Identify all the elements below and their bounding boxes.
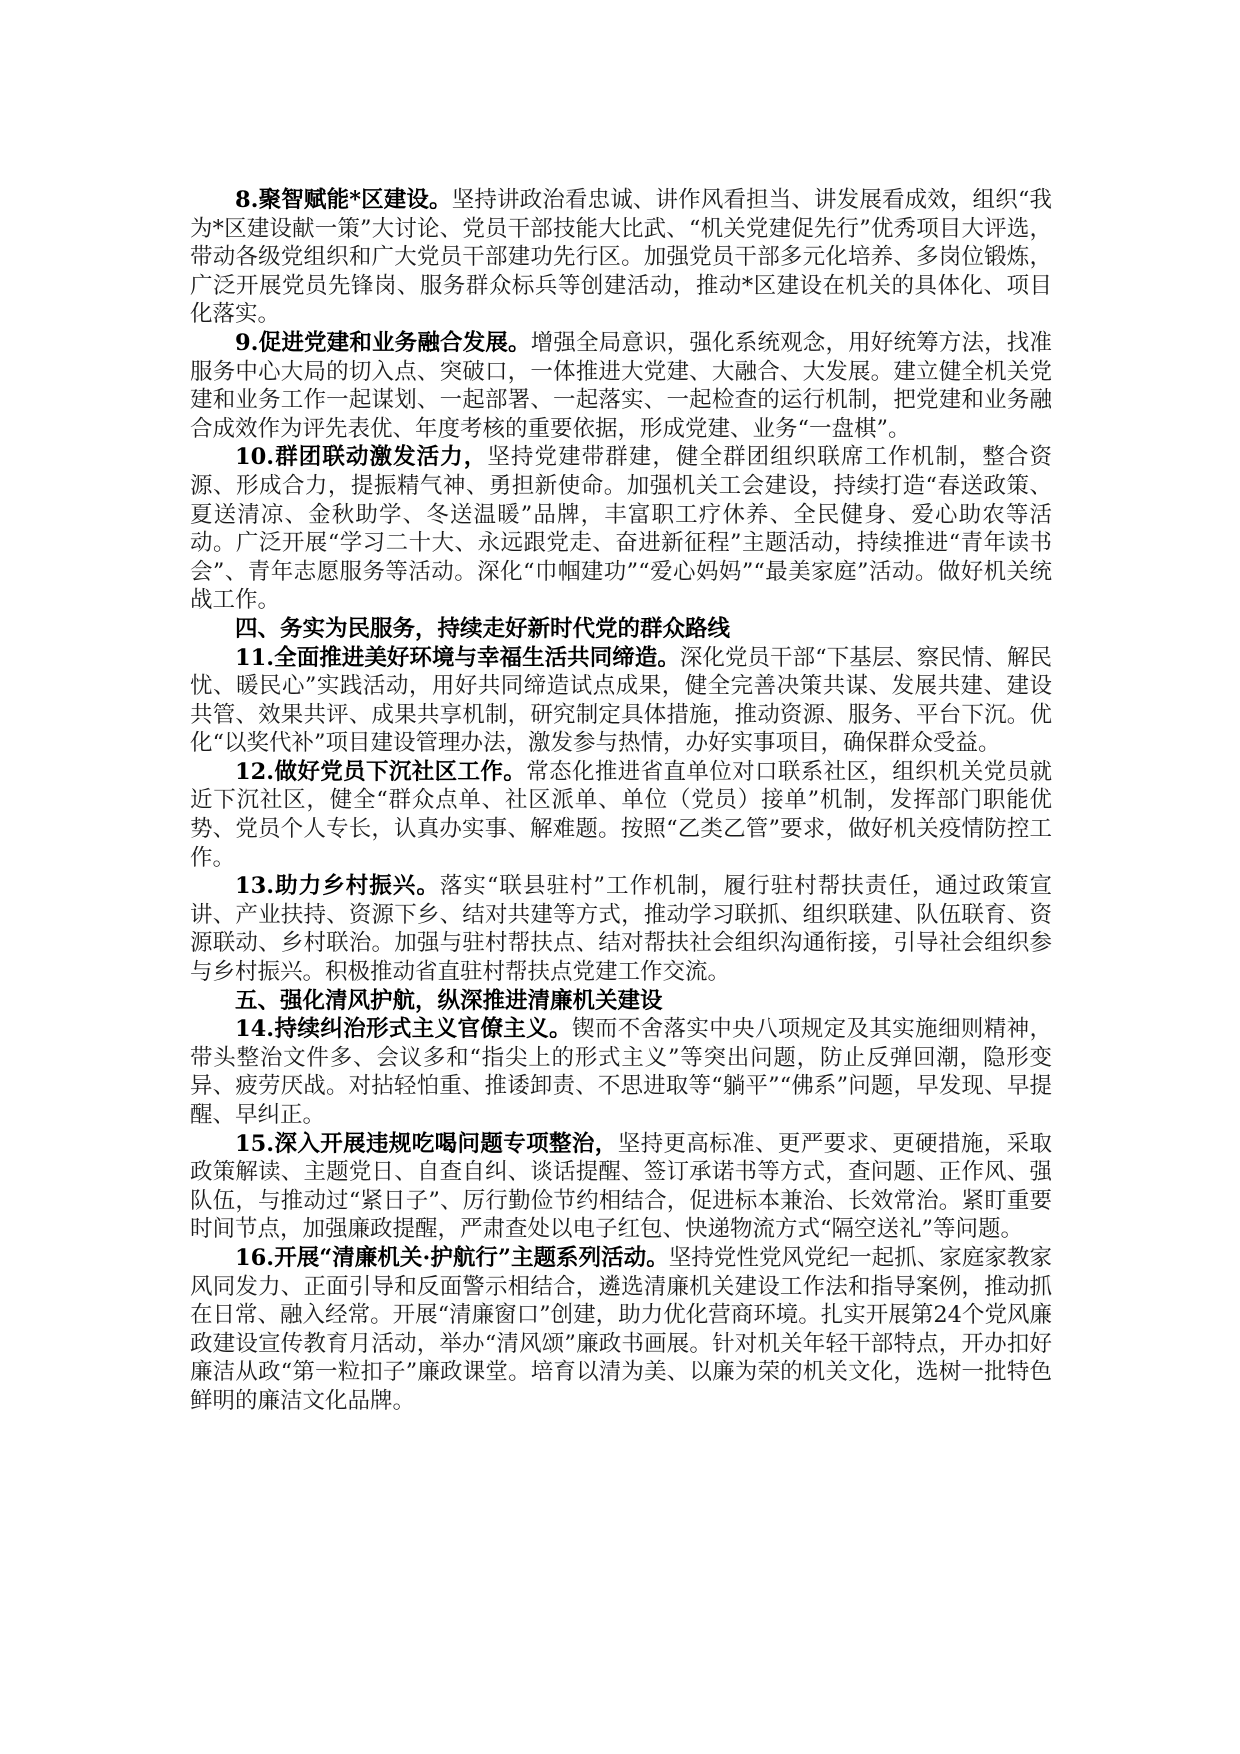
- item-15-lead: 15.深入开展违规吃喝问题专项整治，: [235, 1130, 618, 1157]
- item-11-body: 深化党员干部“下基层、察民情、解民忧、暖民心”实践活动，用好共同缔造试点成果，健全完善决策共谋、发展共建、建设共管、效果共评、成果共享机制，研究制定具体措施，推动资源、服务、平台下沉。优化“以奖代补”项目建设管理办法，激发参与热情，办好实事项目，确保群众受益。: [190, 644, 1052, 757]
- item-9: [190, 329, 1052, 443]
- item-10-lead: 10.群团联动激发活力，: [235, 444, 488, 471]
- item-12: [190, 758, 1052, 872]
- item-12-body: 常态化推进省直单位对口联系社区，组织机关党员就近下沉社区，健全“群众点单、社区派单、单位（党员）接单”机制，发挥部门职能优势、党员个人专长，认真办实事、解难题。按照“乙类乙管”要求，做好机关疫情防控工作。: [190, 758, 1052, 871]
- item-15: [190, 1130, 1052, 1244]
- item-9-body: 增强全局意识，强化系统观念，用好统筹方法，找准服务中心大局的切入点、突破口，一体推进大党建、大融合、大发展。建立健全机关党建和业务工作一起谋划、一起部署、一起落实、一起检查的运行机制，把党建和业务融合成效作为评先表优、年度考核的重要依据，形成党建、业务“一盘棋”。: [190, 329, 1052, 442]
- section-heading-5: 五、强化清风护航，纵深推进清廉机关建设: [235, 987, 663, 1014]
- section-heading-4: 四、务实为民服务，持续走好新时代党的群众路线: [235, 615, 731, 642]
- item-11-lead: 11.全面推进美好环境与幸福生活共同缔造。: [235, 644, 680, 671]
- item-14: [190, 1015, 1052, 1129]
- item-12-lead: 12.做好党员下沉社区工作。: [235, 758, 527, 785]
- document-page: [190, 186, 1052, 1416]
- item-11: [190, 644, 1052, 758]
- item-16-body: 坚持党性党风党纪一起抓、家庭家教家风同发力、正面引导和反面警示相结合，遴选清廉机关建设工作法和指导案例，推动抓在日常、融入经常。开展“清廉窗口”创建，助力优化营商环境。扎实开展第24个党风廉政建设宣传教育月活动，举办“清风颂”廉政书画展。针对机关年轻干部特点，开办扣好廉洁从政“第一粒扣子”廉政课堂。培育以清为美、以廉为荣的机关文化，选树一批特色鲜明的廉洁文化品牌。: [190, 1244, 1052, 1414]
- item-13: [190, 872, 1052, 986]
- item-14-body: 锲而不舍落实中央八项规定及其实施细则精神，带头整治文件多、会议多和“指尖上的形式主义”等突出问题，防止反弹回潮，隐形变异、疲劳厌战。对拈轻怕重、推诿卸责、不思进取等“躺平”“佛系”问题，早发现、早提醒、早纠正。: [190, 1016, 1052, 1128]
- item-16: [190, 1244, 1052, 1416]
- item-8-body: 坚持讲政治看忠诚、讲作风看担当、讲发展看成效，组织“我为*区建设献一策”大讨论、党员干部技能大比武、“机关党建促先行”优秀项目大评选，带动各级党组织和广大党员干部建功先行区。加强党员干部多元化培养、多岗位锻炼，广泛开展党员先锋岗、服务群众标兵等创建活动，推动*区建设在机关的具体化、项目化落实。: [190, 187, 1052, 328]
- item-10-body: 坚持党建带群建，健全群团组织联席工作机制，整合资源、形成合力，提振精气神、勇担新使命。加强机关工会建设，持续打造“春送政策、夏送清凉、金秋助学、冬送温暖”品牌，丰富职工疗休养、全民健身、爱心助农等活动。广泛开展“学习二十大、永远跟党走、奋进新征程”主题活动，持续推进“青年读书会”、青年志愿服务等活动。深化“巾帼建功”“爱心妈妈”“最美家庭”活动。做好机关统战工作。: [190, 444, 1052, 614]
- item-10: [190, 443, 1052, 615]
- item-13-lead: 13.助力乡村振兴。: [235, 873, 440, 900]
- item-13-body: 落实“联县驻村”工作机制，履行驻村帮扶责任，通过政策宣讲、产业扶持、资源下乡、结对共建等方式，推动学习联抓、组织联建、队伍联育、资源联动、乡村联治。加强与驻村帮扶点、结对帮扶社会组织沟通衔接，引导社会组织参与乡村振兴。积极推动省直驻村帮扶点党建工作交流。: [190, 873, 1052, 986]
- item-14-lead: 14.持续纠治形式主义官僚主义。: [235, 1016, 572, 1043]
- item-8: [190, 186, 1052, 329]
- item-15-body: 坚持更高标准、更严要求、更硬措施，采取政策解读、主题党日、自查自纠、谈话提醒、签订承诺书等方式，查问题、正作风、强队伍，与推动过“紧日子”、厉行勤俭节约相结合，促进标本兼治、长效常治。紧盯重要时间节点，加强廉政提醒，严肃查处以电子红包、快递物流方式“隔空送礼”等问题。: [190, 1130, 1052, 1243]
- item-16-lead: 16.开展“清廉机关·护航行”主题系列活动。: [235, 1244, 669, 1271]
- item-8-lead: 8.聚智赋能*区建设。: [235, 187, 452, 213]
- item-9-lead: 9.促进党建和业务融合发展。: [235, 329, 531, 356]
